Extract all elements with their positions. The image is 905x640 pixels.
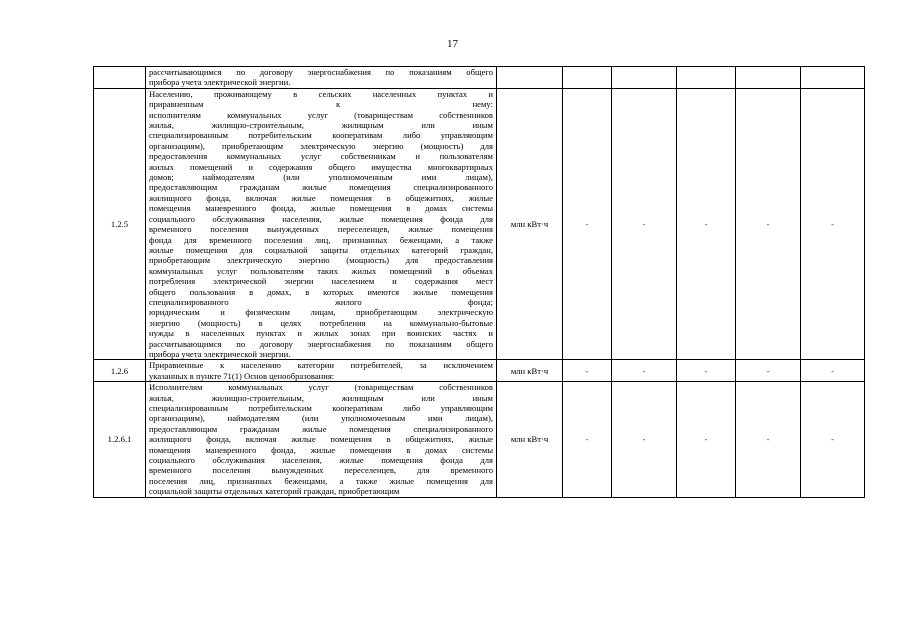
- item-code-cell: 1.2.6.1: [94, 382, 146, 497]
- description-line: жилищного фонда, включая жилые помещения в общежитиях, жилые: [149, 434, 493, 445]
- description-cell: [146, 88, 497, 360]
- description-line: рассчитывающимся по договору энергоснабжения по показаниям общего: [149, 338, 493, 349]
- value-cell: -: [677, 382, 736, 497]
- value-cell: -: [563, 382, 612, 497]
- value-cell: -: [736, 382, 801, 497]
- description-line: жилья, жилищно-строительным, жилищным или иным: [149, 120, 493, 131]
- value-cell: -: [677, 88, 736, 360]
- description-line: поселения лиц, признанных беженцами, а также жилые помещения для: [149, 475, 493, 486]
- value-cell: [563, 67, 612, 89]
- description-line: исполнителям коммунальных услуг (товариществам собственников: [149, 109, 493, 120]
- unit-cell: млн кВт·ч: [497, 360, 563, 382]
- description-cell: [146, 67, 497, 89]
- description-line: жилищного фонда, включая жилые помещения в общежитиях, жилые: [149, 192, 493, 203]
- item-code-cell: 1.2.6: [94, 360, 146, 382]
- unit-cell: млн кВт·ч: [497, 382, 563, 497]
- description-line: Исполнителям коммунальных услуг (товариществам собственников: [149, 382, 493, 393]
- value-cell: -: [612, 88, 677, 360]
- description-line: общего пользования в домах, в которых имеются жилые помещения: [149, 286, 493, 297]
- value-cell: -: [736, 360, 801, 382]
- page-number: 17: [447, 38, 458, 50]
- description-line: жилые помещения для социальной защиты отдельных категорий граждан,: [149, 244, 493, 255]
- description-line: коммунальных услуг пользователям таких жилых помещений в объемах: [149, 265, 493, 276]
- value-cell: -: [563, 360, 612, 382]
- value-cell: [801, 67, 865, 89]
- description-line: фонда для временного поселения лиц, признанных беженцами, а также: [149, 234, 493, 245]
- unit-cell: [497, 67, 563, 89]
- value-cell: -: [801, 382, 865, 497]
- value-cell: [736, 67, 801, 89]
- description-line: организациям), приобретающим электрическую энергию (мощность) для: [149, 140, 493, 151]
- description-line: рассчитывающимся по договору энергоснабжения по показаниям общего: [149, 67, 493, 77]
- description-line: жилья, жилищно-строительным, жилищным или иным: [149, 392, 493, 403]
- description-line: предоставляющим гражданам жилые помещения специализированного: [149, 182, 493, 193]
- description-line: Населению, проживающему в сельских населенных пунктах и: [149, 88, 493, 99]
- value-cell: -: [612, 382, 677, 497]
- description-line: помещения маневренного фонда, жилые помещения в домах системы: [149, 444, 493, 455]
- description-line: предоставления коммунальных услуг собственникам и пользователям: [149, 151, 493, 162]
- description-cell: [146, 382, 497, 497]
- description-line: помещения маневренного фонда, жилые помещения в домах системы: [149, 203, 493, 214]
- description-line: специализированным потребительским кооперативам либо управляющим: [149, 130, 493, 141]
- item-code-cell: [94, 67, 146, 89]
- description-line: домов; наймодателям (или уполномоченным ими лицам),: [149, 172, 493, 183]
- description-line: организациям), наймодателям (или уполномоченным ими лицам),: [149, 413, 493, 424]
- value-cell: -: [612, 360, 677, 382]
- table-body: [94, 67, 865, 498]
- value-cell: [677, 67, 736, 89]
- table-row: [94, 67, 865, 89]
- description-line: Приравненные к населению категории потребителей, за исключением: [149, 360, 493, 371]
- description-line: прибора учета электрической энергии.: [149, 77, 291, 88]
- table-row: [94, 88, 865, 360]
- value-cell: -: [801, 360, 865, 382]
- description-line: временного поселения вынужденных переселенцев, для временного: [149, 465, 493, 476]
- description-line: нужды в населенных пунктах и жилых зонах при воинских частях и: [149, 328, 493, 339]
- description-line: потребления электрической энергии населением и содержания мест: [149, 276, 493, 287]
- value-cell: -: [563, 88, 612, 360]
- description-cell: [146, 360, 497, 382]
- value-cell: [612, 67, 677, 89]
- table-row: [94, 382, 865, 497]
- description-line: юридическим и физическим лицам, приобретающим электрическую: [149, 307, 493, 318]
- item-code-cell: 1.2.5: [94, 88, 146, 360]
- description-line: приравненным к нему:: [149, 99, 493, 110]
- description-line: специализированным потребительским кооперативам либо управляющим: [149, 403, 493, 413]
- unit-cell: млн кВт·ч: [497, 88, 563, 360]
- description-line: жилых помещений и содержания общего имущества многоквартирных: [149, 161, 493, 172]
- tariff-table: [93, 66, 865, 498]
- description-line: временного поселения вынужденных переселенцев, жилые помещения: [149, 224, 493, 235]
- table-row: [94, 360, 865, 382]
- description-line: прибора учета электрической энергии.: [149, 348, 291, 359]
- description-line: энергию (мощность) в целях потребления на коммунально-бытовые: [149, 317, 493, 328]
- description-line: социального обслуживания населения, жилые помещения фонда для: [149, 455, 493, 466]
- description-line: предоставляющим гражданам жилые помещения специализированного: [149, 423, 493, 434]
- value-cell: -: [736, 88, 801, 360]
- description-line: указанных в пункте 71(1) Основ ценообразования:: [149, 370, 335, 381]
- description-line: специализированного жилого фонда;: [149, 296, 493, 307]
- description-line: приобретающим электрическую энергию (мощность) для предоставления: [149, 255, 493, 266]
- value-cell: -: [801, 88, 865, 360]
- description-line: социального обслуживания населения, жилые помещения фонда для: [149, 213, 493, 224]
- description-line: социальной защиты отдельных категорий граждан, приобретающим: [149, 486, 400, 497]
- value-cell: -: [677, 360, 736, 382]
